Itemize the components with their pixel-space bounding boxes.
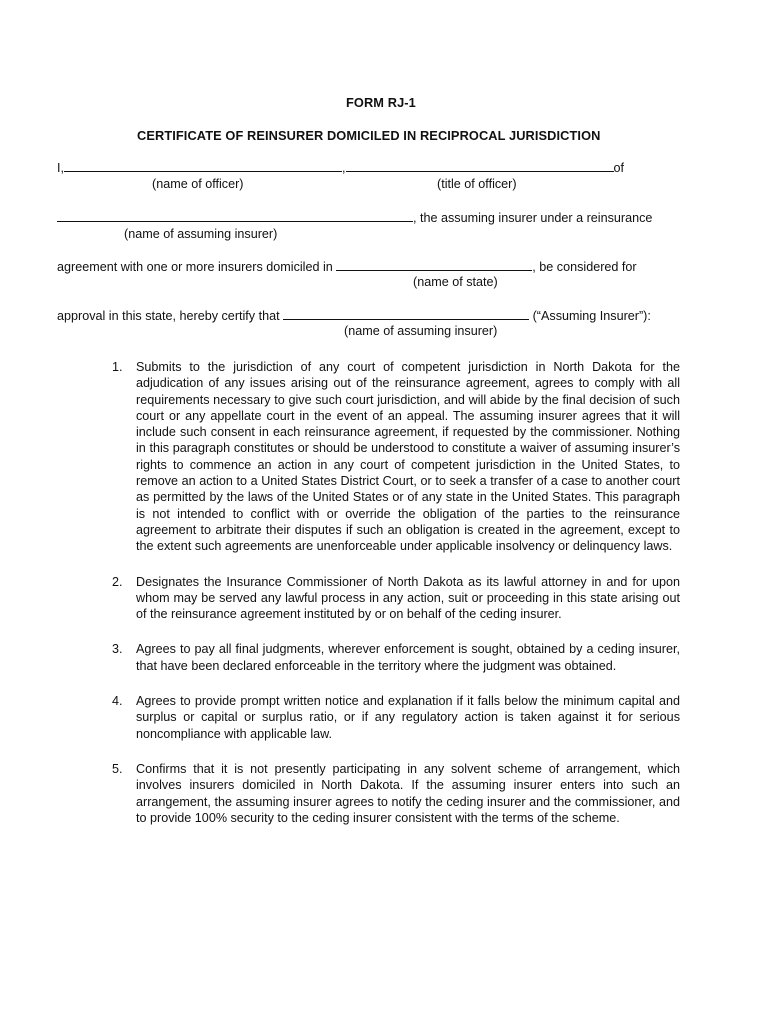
assuming-insurer-caption: (name of assuming insurer) xyxy=(124,227,278,241)
list-item xyxy=(112,641,680,674)
item-text: Submits to the jurisdiction of any court of competent jurisdiction in North Dakota for the adjudication of any issues arising out of the reinsurance agreement, agrees to comply with all requirements necessary to give such court jurisdiction, and will abide by the final decision of such court or any appellate court in the event of an appeal. The assuming insurer agrees that it will include such consent in each reinsurance agreement, if requested by the commissioner. Nothing in this paragraph constitutes or should be understood to constitute a waiver of assuming insurer’s rights to commence an action in any court of competent jurisdiction in the United States, to remove an action to a United States District Court, or to seek a transfer of a case to another court as permitted by the laws of the United States or of any state in the United States. This paragraph is not intended to conflict with or override the obligation of the parties to the reinsurance agreement to arbitrate their disputes if such an obligation is created in the agreement, except to the extent such agreements are unenforceable under applicable insolvency or delinquency laws. xyxy=(136,360,680,554)
item-text: Agrees to provide prompt written notice and explanation if it falls below the minimum capital and surplus or capital or surplus ratio, or if any regulatory action is taken against it for serious noncompliance with applicable law. xyxy=(136,694,680,741)
line1-comma: , xyxy=(342,161,346,175)
line4-prefix: approval in this state, hereby certify that xyxy=(57,309,280,323)
assuming-insurer-field[interactable] xyxy=(57,210,413,222)
form-title: CERTIFICATE OF REINSURER DOMICILED IN RECIPROCAL JURISDICTION xyxy=(137,128,601,143)
line3-prefix: agreement with one or more insurers domiciled in xyxy=(57,260,333,274)
item-text: Designates the Insurance Commissioner of North Dakota as its lawful attorney in and for upon whom may be served any lawful process in any action, suit or proceeding in this state arising out of the reinsurance agreement instituted by or on behalf of the ceding insurer. xyxy=(136,574,680,622)
officer-name-caption: (name of officer) xyxy=(152,177,244,191)
list-item xyxy=(112,693,680,742)
list-item xyxy=(112,761,680,826)
officer-name-field[interactable] xyxy=(64,160,342,172)
certify-insurer-field[interactable] xyxy=(283,308,529,320)
assuming-insurer-caption-2: (name of assuming insurer) xyxy=(344,324,498,338)
item-number: 2. xyxy=(112,574,123,589)
list-item xyxy=(112,574,680,623)
item-text: Agrees to pay all final judgments, wherever enforcement is sought, obtained by a ceding insurer, that have been declared enforceable in the territory where the judgment was obtained. xyxy=(136,642,680,673)
item-number: 5. xyxy=(112,761,123,776)
state-line xyxy=(57,259,637,274)
officer-line xyxy=(57,160,624,175)
officer-title-field[interactable] xyxy=(346,160,614,172)
item-number: 4. xyxy=(112,694,123,709)
officer-title-caption: (title of officer) xyxy=(437,177,517,191)
line1-suffix: of xyxy=(613,161,625,175)
line3-suffix: , be considered for xyxy=(532,260,637,274)
line4-suffix: (“Assuming Insurer”): xyxy=(532,309,651,323)
item-number: 3. xyxy=(112,642,123,657)
form-code: FORM RJ-1 xyxy=(346,95,416,110)
list-item xyxy=(112,359,680,555)
state-field[interactable] xyxy=(336,259,532,271)
state-caption: (name of state) xyxy=(413,275,498,289)
certification-list xyxy=(112,359,680,826)
assuming-insurer-line xyxy=(57,210,652,225)
certify-line xyxy=(57,308,651,323)
item-number: 1. xyxy=(112,360,123,374)
line2-suffix: , the assuming insurer under a reinsurance xyxy=(413,211,653,225)
item-text: Confirms that it is not presently participating in any solvent scheme of arrangement, which involves insurers domiciled in North Dakota. If the assuming insurer enters into such an arrangement, the assuming insurer agrees to notify the ceding insurer and the commissioner, and to provide 100% security to the ceding insurer consistent with the terms of the scheme. xyxy=(136,761,680,825)
line1-prefix: I, xyxy=(57,161,64,175)
